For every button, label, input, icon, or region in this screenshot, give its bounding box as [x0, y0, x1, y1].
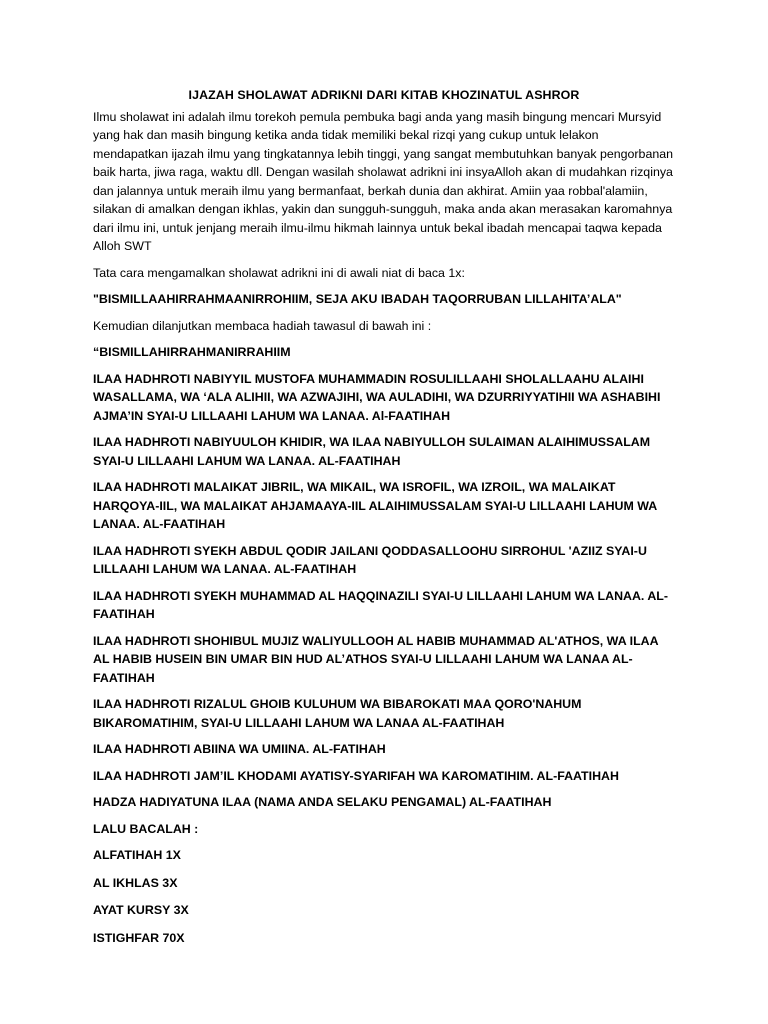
document-page — [93, 86, 675, 956]
bacaan-item: AL IKHLAS 3X — [93, 875, 178, 890]
tawasul-item: ILAA HADHROTI JAM’IL KHODAMI AYATISY-SYARIFAH WA KAROMATIHIM. AL-FAATIHAH — [93, 768, 619, 783]
tawasul-item: ILAA HADHROTI NABIYUULOH KHIDIR, WA ILAA NABIYULLOH SULAIMAN ALAIHIMUSSALAM SYAI-U LILLAAHI LAHUM WA LANAA. AL-FAATIHAH — [93, 435, 651, 468]
tawasul-item: ILAA HADHROTI ABIINA WA UMIINA. AL-FATIHAH — [93, 742, 386, 756]
document-title: IJAZAH SHOLAWAT ADRIKNI DARI KITAB KHOZINATUL ASHROR — [188, 88, 580, 102]
bacaan-item: AYAT KURSY 3X — [93, 903, 189, 917]
lalu-bacalah: LALU BACALAH : — [93, 821, 199, 836]
intro-paragraph: Ilmu sholawat ini adalah ilmu torekoh pemula pembuka bagi anda yang masih bingung mencari Mursyid yang hak dan masih bingung ketika anda tidak memiliki bekal rizqi yang cukup untuk lelakon mendapatkan ijazah ilmu yang tingkatannya lebih tinggi, yang sangat membutuhkan banyak pengorbanan baik harta, jiwa raga, waktu dll. Dengan wasilah sholawat adrikni ini insyaAlloh akan di mudahkan rizqinya dan jalannya untuk meraih ilmu yang bermanfaat, berkah dunia dan akhirat. Amiin yaa robbal'alamiin, silakan di amalkan dengan ikhlas, yakin dan sungguh-sungguh, maka anda akan merasakan karomahnya dari ilmu ini, untuk jenjang meraih ilmu-ilmu hikmah lainnya untuk bekal ibadah mencapai taqwa kepada Alloh SWT — [93, 109, 674, 253]
tawasul-item: ILAA HADHROTI SYEKH MUHAMMAD AL HAQQINAZILI SYAI-U LILLAAHI LAHUM WA LANAA. AL-FAATIHAH — [93, 588, 668, 621]
niat-text: "BISMILLAAHIRRAHMAANIRROHIIM, SEJA AKU IBADAH TAQORRUBAN LILLAHITA’ALA" — [93, 292, 622, 306]
tawasul-item: ILAA HADHROTI SHOHIBUL MUJIZ WALIYULLOOH AL HABIB MUHAMMAD AL'ATHOS, WA ILAA AL HABIB HUSEIN BIN UMAR BIN HUD AL’ATHOS SYAI-U LILLAAHI LAHUM WA LANAA AL-FAATIHAH — [93, 633, 659, 685]
bismillah-line: “BISMILLAHIRRAHMANIRRAHIIM — [93, 345, 291, 359]
tawasul-intro: Kemudian dilanjutkan membaca hadiah tawasul di bawah ini : — [93, 318, 432, 333]
tawasul-item: HADZA HADIYATUNA ILAA (NAMA ANDA SELAKU PENGAMAL) AL-FAATIHAH — [93, 795, 552, 809]
tawasul-item: ILAA HADHROTI RIZALUL GHOIB KULUHUM WA BIBAROKATI MAA QORO'NAHUM BIKAROMATIHIM, SYAI-U LILLAAHI LAHUM WA LANAA AL-FAATIHAH — [93, 697, 582, 730]
tawasul-item: ILAA HADHROTI NABIYYIL MUSTOFA MUHAMMADIN ROSULILLAAHI SHOLALLAAHU ALAIHI WASALLAMA, WA ‘ALA ALIHII, WA AZWAJIHI, WA AULADIHI, WA DZURRIYYATIHII WA ASHABIHI AJMA’IN SYAI-U LILLAAHI LAHUM WA LANAA. Al-FAATIHAH — [93, 371, 661, 423]
niat-intro: Tata cara mengamalkan sholawat adrikni ini di awali niat di baca 1x: — [93, 265, 465, 280]
tawasul-item: ILAA HADHROTI SYEKH ABDUL QODIR JAILANI QODDASALLOOHU SIRROHUL 'AZIIZ SYAI-U LILLAAHI LAHUM WA LANAA. AL-FAATIHAH — [93, 543, 647, 576]
bacaan-item: ALFATIHAH 1X — [93, 848, 181, 862]
bacaan-item: ISTIGHFAR 70X — [93, 930, 185, 945]
tawasul-item: ILAA HADHROTI MALAIKAT JIBRIL, WA MIKAIL, WA ISROFIL, WA IZROIL, WA MALAIKAT HARQOYA-IIL, WA MALAIKAT AHJAMAAYA-IIL ALAIHIMUSSALAM SYAI-U LILLAAHI LAHUM WA LANAA. AL-FAATIHAH — [93, 480, 657, 531]
